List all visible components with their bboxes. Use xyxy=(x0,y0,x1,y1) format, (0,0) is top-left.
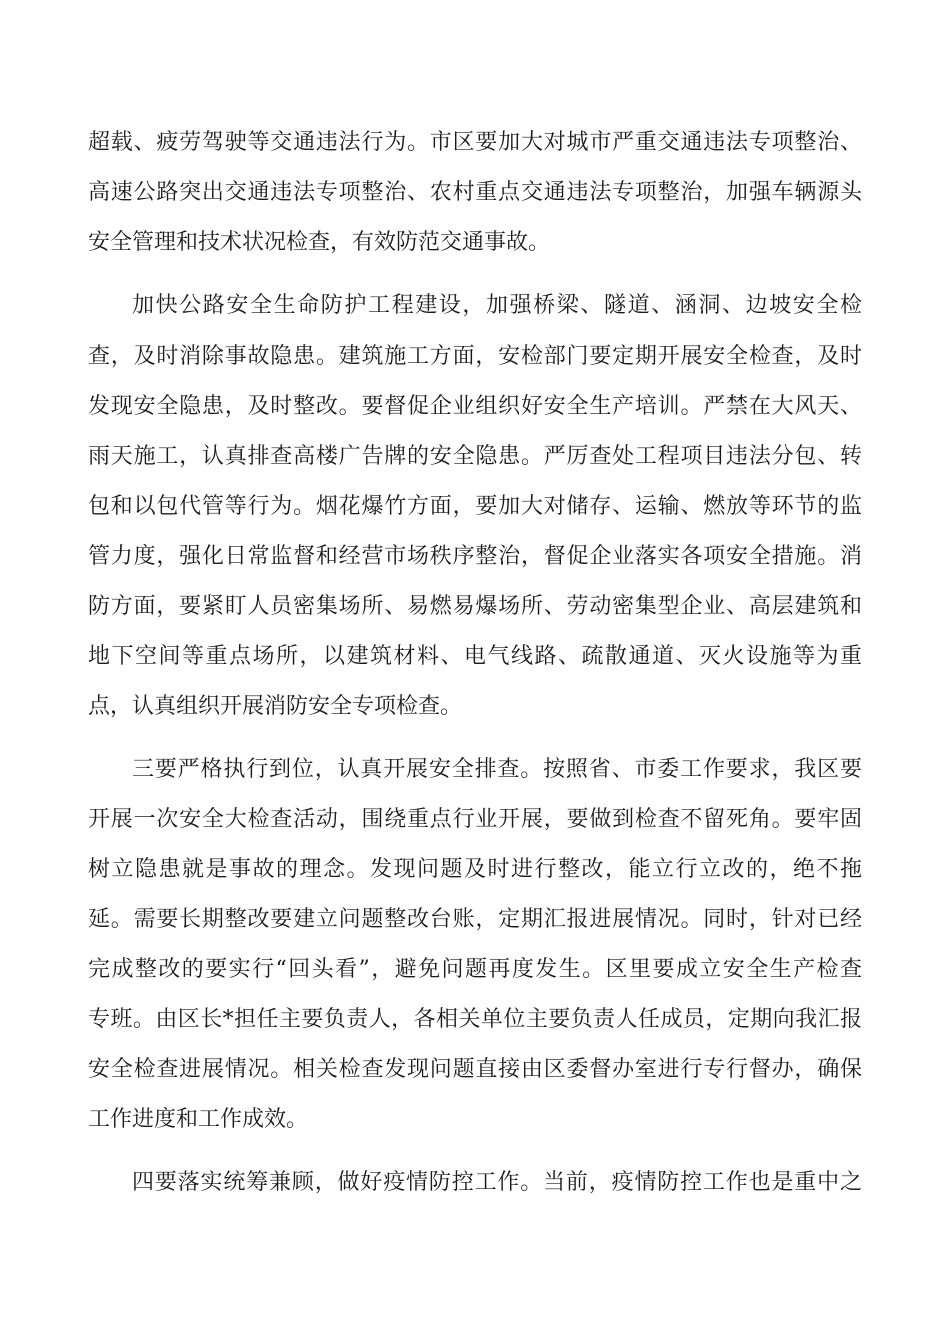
text-line-6: 发现安全隐患，及时整改。要督促企业组织好安全生产培训。严禁在大风天、 xyxy=(88,394,862,419)
text-line-15: 树立隐患就是事故的理念。发现问题及时进行整改，能立行立改的，绝不拖 xyxy=(88,857,862,882)
text-line-20: 工作进度和工作成效。 xyxy=(88,1107,309,1132)
text-line-4: 加快公路安全生命防护工程建设，加强桥梁、隧道、涵洞、边坡安全检 xyxy=(132,293,862,318)
text-line-17: 完成整改的要实行“回头看”，避免问题再度发生。区里要成立安全生产检查 xyxy=(88,957,862,982)
text-line-2: 高速公路突出交通违法专项整治、农村重点交通违法专项整治，加强车辆源头 xyxy=(88,180,862,205)
text-line-3: 安全管理和技术状况检查，有效防范交通事故。 xyxy=(88,230,551,255)
text-line-10: 防方面，要紧盯人员密集场所、易燃易爆场所、劳动密集型企业、高层建筑和 xyxy=(88,594,862,619)
text-line-8: 包和以包代管等行为。烟花爆竹方面，要加大对储存、运输、燃放等环节的监 xyxy=(88,494,862,519)
text-line-1: 超载、疲劳驾驶等交通违法行为。市区要加大对城市严重交通违法专项整治、 xyxy=(88,130,862,155)
text-line-19: 安全检查进展情况。相关检查发现问题直接由区委督办室进行专行督办，确保 xyxy=(88,1057,862,1082)
text-line-16: 延。需要长期整改要建立问题整改台账，定期汇报进展情况。同时，针对已经 xyxy=(88,907,862,932)
text-line-18: 专班。由区长*担任主要负责人，各相关单位主要负责人任成员，定期向我汇报 xyxy=(88,1007,862,1032)
text-line-7: 雨天施工，认真排查高楼广告牌的安全隐患。严厉查处工程项目违法分包、转 xyxy=(88,444,862,469)
text-line-14: 开展一次安全大检查活动，围绕重点行业开展，要做到检查不留死角。要牢固 xyxy=(88,807,862,832)
text-line-11: 地下空间等重点场所，以建筑材料、电气线路、疏散通道、灭火设施等为重 xyxy=(88,644,862,669)
text-line-21: 四要落实统筹兼顾，做好疫情防控工作。当前，疫情防控工作也是重中之 xyxy=(132,1170,862,1195)
text-line-5: 查，及时消除事故隐患。建筑施工方面，安检部门要定期开展安全检查，及时 xyxy=(88,344,862,369)
text-line-12: 点，认真组织开展消防安全专项检查。 xyxy=(88,694,463,719)
text-line-9: 管力度，强化日常监督和经营市场秩序整治，督促企业落实各项安全措施。消 xyxy=(88,544,862,569)
text-line-13: 三要严格执行到位，认真开展安全排查。按照省、市委工作要求，我区要 xyxy=(132,757,862,782)
